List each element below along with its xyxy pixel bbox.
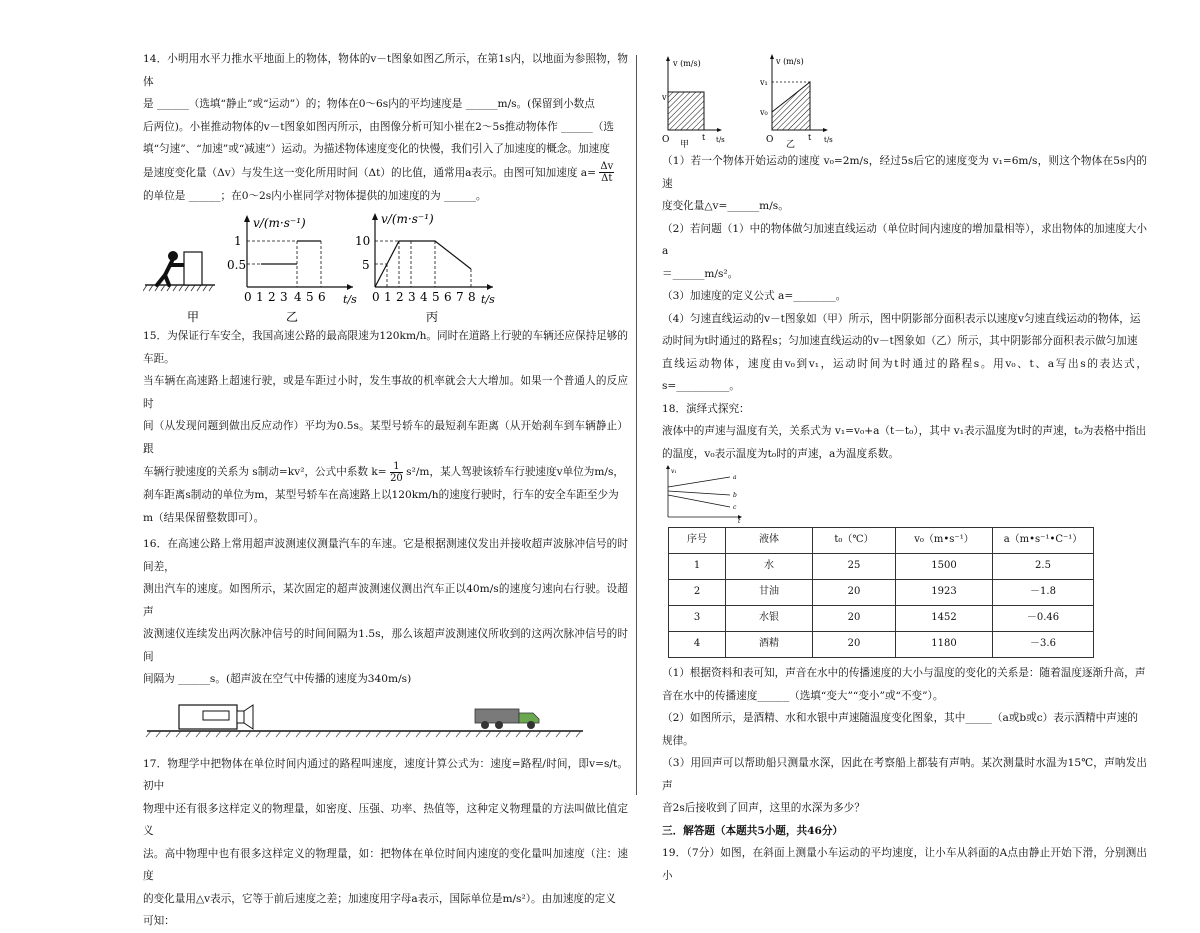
sound-speed-graph-svg [662,465,752,523]
q16-line-1: 16．在高速公路上常用超声波测速仪测量汽车的车速。它是根据测速仪发出并接收超声波脉冲信号的时间差， [143,538,628,573]
table-cell: 1 [669,554,726,580]
q14-figures [143,207,628,325]
jia-xlabel: t/s [716,136,725,144]
right-column [662,52,1147,887]
table-cell: 3 [669,606,726,632]
pushing-person-figure [143,251,215,291]
table-header: v₀（m•s⁻¹） [896,528,993,554]
q18-item-2b: 规律。 [662,734,694,747]
yi2-caption: 乙 [786,140,796,148]
table-cell: 1452 [896,606,993,632]
yi-xtick: 1 [256,290,264,304]
q14-line-5: 是速度变化量（Δv）与发生这一变化所用时间（Δt）的比值，通常用a表示。由图可知加速度 a= $\frac{\Delta v}{\Delta t}$ [143,161,614,184]
graph-jia-uniform [662,56,725,148]
q17-figures [662,52,1147,148]
bing-xtick: 5 [432,290,440,304]
table-cell: －1.8 [993,580,1094,606]
q17-item-3: （3）加速度的定义公式 a=________。 [662,290,847,302]
q17-line-4: 的变化量用△v表示，它等于前后速度之差；加速度用字母a表示，国际单位是m/s²）。由加速度的定义 [143,892,616,905]
bing-xlabel: t/s [481,293,495,306]
question-15 [143,325,628,529]
yi2-ylabel: v (m/s) [776,57,804,66]
q18-item-1b: 音在水中的传播速度______（选填“变大”“变小”或“不变”）。 [662,689,944,702]
bing-xtick: 3 [408,290,416,304]
q17-item-4b: 动时间为t时通过的路程s；匀加速直线运动的v－t图象如（乙）所示，其中阴影部分面积表示做匀加速 [662,335,1138,347]
q18-items [662,662,1147,820]
table-cell: 2.5 [993,554,1094,580]
q17-line-1: 17．物理学中把物体在单位时间内通过的路程叫速度，速度计算公式为：速度=路程/时间，即v=s/t。初中 [143,757,628,792]
q14-line-1: 14．小明用水平力推水平地面上的物体，物体的v－t图象如图乙所示，在第1s内，以地面为参照物，物体 [143,53,628,88]
q14-figure-svg [143,207,628,325]
table-cell: 20 [813,580,896,606]
q17-line-5: 可知： [143,915,175,927]
q14-line-3: 后两位)。小崔推动物体的v－t图象如图丙所示，由图像分析可知小崔在2～5s推动物体作 ______（选 [143,120,614,133]
table-row [669,554,1094,580]
question-18 [662,398,1147,820]
jia-ytick-v: v [662,93,667,102]
yi-xtick: 2 [268,290,276,304]
table-header: 序号 [669,528,726,554]
q17-item-2b: ＝______m/s²。 [662,267,739,280]
table-cell: 1923 [896,580,993,606]
ultrasonic-speedometer-icon [179,705,253,729]
q17-item-1b: 度变化量△v=______m/s。 [662,200,789,212]
table-cell: 水 [726,554,813,580]
question-17-stem [143,753,628,933]
bing-ylabel: v/(m·s⁻¹) [381,212,434,226]
q18-intro-1: 液体中的声速与温度有关，关系式为 v₁=v₀+a（t－t₀），其中 v₁表示温度为t时的声速，t₀为表格中指出 [662,425,1147,437]
table-cell: 水银 [726,606,813,632]
table-cell: 甘油 [726,580,813,606]
jia-origin: O [662,135,670,145]
q15-line-6: m（结果保留整数即可）。 [143,511,265,524]
table-row [669,632,1094,658]
graph-yi-accel [759,54,833,148]
acceleration-fraction: $\frac{\Delta v}{\Delta t}$ [600,161,614,184]
bing-ytick-5: 5 [362,258,370,272]
table-header-row [669,528,1094,554]
q14-line-2: 是 ______（选填“静止”或“运动”）的；物体在0～6s内的平均速度是 ______m/s。(保留到小数点 [143,98,595,110]
q17-item-1a: （1）若一个物体开始运动的速度 v₀=2m/s，经过5s后它的速度变为 v₁=6m/s，则这个物体在5s内的速 [662,155,1147,190]
yi-xtick: 5 [306,290,314,304]
bing-xtick: 0 [372,290,380,304]
q17-line-2: 物理中还有很多这样定义的物理量，如密度、压强、功率、热值等，这种定义物理量的方法叫做比值定义 [143,802,628,837]
q18-item-1a: （1）根据资料和表可知，声音在水中的传播速度的大小与温度的变化的关系是：随着温度逐渐升高，声 [662,667,1146,679]
table-header: t₀（℃） [813,528,896,554]
table-cell: 4 [669,632,726,658]
bing-xtick: 2 [396,290,404,304]
yi-xtick: 6 [318,290,326,304]
q18-item-2a: （2）如图所示，是酒精、水和水银中声速随温度变化图象，其中_____（a或b或c）表示酒精中声速的 [662,712,1139,724]
q15-line-5: 刹车距离s制动的单位为m，某型号轿车在高速路上以120km/h的速度行驶时，行车的安全车距至少为 [143,489,619,501]
bing-xtick: 6 [444,290,452,304]
yi-ylabel: v/(m·s⁻¹) [253,216,306,230]
yi-ytick-05: 0.5 [227,258,247,272]
table-row [669,606,1094,632]
q18-title: 18．演绎式探究： [662,402,750,415]
q15-line-4: 车辆行驶速度的关系为 s制动=kv²，公式中系数 k= $\frac{1}{20}$ s²/m，某人驾驶该轿车行驶速度v单位为m/s， [143,460,625,484]
caption-yi: 乙 [286,310,299,324]
q16-line-3: 波测速仪连续发出两次脉冲信号的时间间隔为1.5s，那么该超声波测速仪所收到的这两次脉冲信号的时间 [143,628,628,663]
graph-bing [355,212,495,306]
yi2-ytick-v0: v₀ [760,108,768,117]
yi2-ytick-v1: v₁ [760,78,768,87]
q18-item-3b: 音2s后接收到了回声，这里的水深为多少？ [662,802,865,814]
question-16 [143,533,628,747]
sound-speed-table [668,527,1094,658]
k-fraction: $\frac{1}{20}$ [390,460,403,484]
q14-line-6: 的单位是 ______；在0～2s内小崔同学对物体提供的加速度的为 ______。 [143,189,487,202]
table-cell: 1180 [896,632,993,658]
q15-line-2: 当车辆在高速路上超速行驶，或是车距过小时，发生事故的机率就会大大增加。如果一个普通人的反应时 [143,375,628,410]
ultrasound-car-svg [143,691,628,747]
yi-xtick: 0 [244,290,252,304]
yi2-xtick-t: t [808,133,812,142]
yi-xlabel: t/s [343,293,357,306]
jia-xtick-t: t [702,133,706,142]
column-divider [636,55,637,795]
question-17-items [662,150,1147,398]
graph-yi [227,215,357,306]
bing-xtick: 8 [468,290,476,304]
yi2-xlabel: t/s [824,136,833,144]
truck-icon [475,709,539,729]
table-row [669,580,1094,606]
table-cell: 1500 [896,554,993,580]
q15-line-1: 15．为保证行车安全，我国高速公路的最高限速为120km/h。同时在道路上行驶的车辆还应保持足够的车距。 [143,330,628,365]
table-cell: －3.6 [993,632,1094,658]
table-header: 液体 [726,528,813,554]
question-14 [143,48,628,325]
vt-graphs-svg [662,52,862,148]
q16-line-4: 间隔为 ______s。(超声波在空气中传播的速度为340m/s) [143,673,412,685]
q17-item-2a: （2）若问题（1）中的物体做匀加速直线运动（单位时间内速度的增加量相等），求出物体的加速度大小a [662,222,1147,257]
table-cell: 酒精 [726,632,813,658]
bing-xtick: 1 [384,290,392,304]
table-cell: 20 [813,606,896,632]
jia-caption: 甲 [680,140,690,148]
q16-figure [143,691,628,747]
q17-item-4c: 直线运动物体，速度由v₀到v₁，运动时间为t时通过的路程s。用v₀、t、a写出s的表达式，s=__________。 [662,357,1147,392]
q14-line-4: 填“匀速”、“加速”或“减速”）运动。为描述物体速度变化的快慢，我们引入了加速度的概念。加速度 [143,143,610,155]
curve-b: b [733,492,737,499]
yi-xtick: 3 [280,290,288,304]
curve-c: c [733,504,737,511]
yi-xtick: 4 [294,290,302,304]
q18-intro-2: 的温度，v₀表示温度为t₀时的声速，a为温度系数。 [662,447,899,460]
q19-line-1: 19．（7分）如图，在斜面上测量小车运动的平均速度，让小车从斜面的A点由静止开始下滑，分别测出小 [662,847,1147,882]
left-column [143,48,628,933]
q18-item-3a: （3）用回声可以帮助船只测量水深，因此在考察船上都装有声呐。某次测量时水温为15℃，声呐发出声 [662,757,1147,792]
small-graph-ylabel: v₁ [671,468,677,475]
section-3-title: 三．解答题（本题共5小题，共46分） [662,824,844,837]
q17-item-4a: （4）匀速直线运动的v－t图象如（甲）所示，图中阴影部分面积表示以速度v匀速直线运动的物体，运 [662,312,1141,325]
jia-ylabel: v (m/s) [673,59,701,68]
yi2-origin: O [766,135,774,145]
q16-line-2: 测出汽车的速度。如图所示，某次固定的超声波测速仪测出汽车正以40m/s的速度匀速向右行驶。设超声 [143,583,628,618]
yi-ytick-1: 1 [234,234,242,248]
bing-xtick: 4 [420,290,428,304]
bing-ytick-10: 10 [355,234,371,248]
bing-xtick: 7 [456,290,464,304]
curve-a: a [733,474,737,481]
q18-small-graph [662,465,1147,523]
table-cell: 25 [813,554,896,580]
table-header: a（m•s⁻¹•C⁻¹） [993,528,1094,554]
q17-line-3: 法。高中物理中也有很多这样定义的物理量，如：把物体在单位时间内速度的变化量叫加速度（注：速度 [143,847,628,882]
table-cell: 20 [813,632,896,658]
small-graph-xlabel: t [738,518,741,523]
caption-jia: 甲 [187,310,200,324]
table-cell: 2 [669,580,726,606]
table-cell: －0.46 [993,606,1094,632]
caption-bing: 丙 [426,310,439,324]
q15-line-3: 间（从发现问题到做出反应动作）平均为0.5s。某型号轿车的最短刹车距离（从开始刹车到车辆静止）跟 [143,420,628,455]
